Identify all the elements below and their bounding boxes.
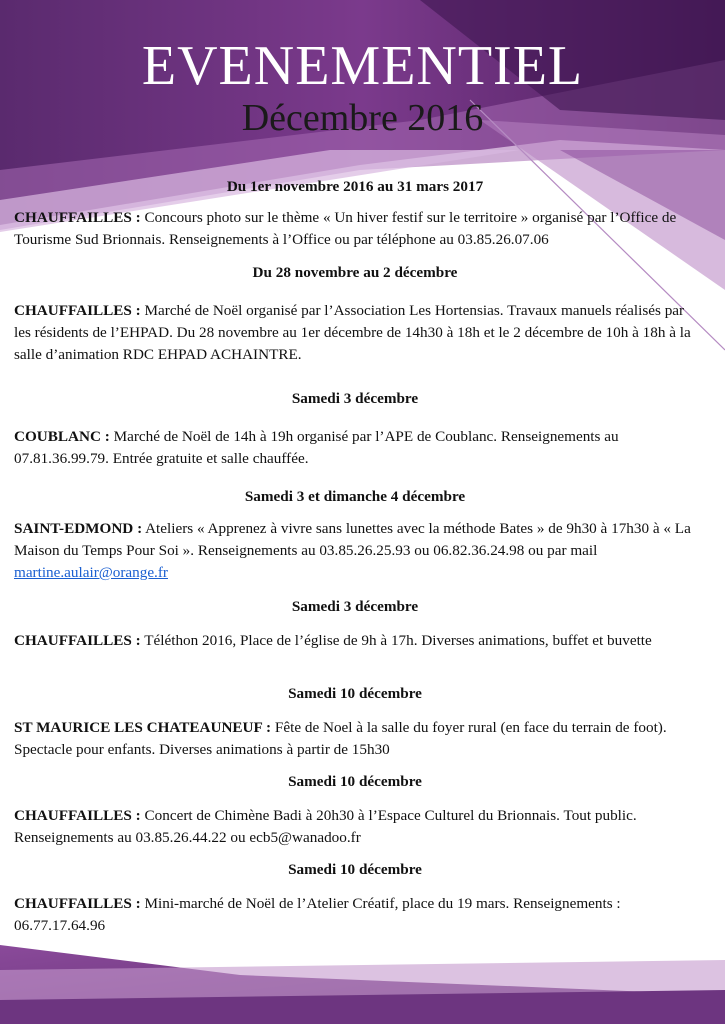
event-town: CHAUFFAILLES : [14, 895, 141, 912]
event-text: Concours photo sur le thème « Un hiver festif sur le territoire » organisé par l’Office de Tourisme Sud Brionnais. Renseignements à l’Office ou par téléphone au 03.85.26.07.06 [14, 209, 677, 248]
event-description [14, 630, 696, 652]
event-block [14, 859, 696, 937]
event-description [14, 426, 696, 470]
event-description [14, 207, 696, 251]
event-town: CHAUFFAILLES : [14, 632, 141, 649]
email-link[interactable]: martine.aulair@orange.fr [14, 564, 168, 581]
event-text: Fête de Noel à la salle du foyer rural (en face du terrain de foot). Spectacle pour enfants. Diverses animations à partir de 15h30 [14, 719, 667, 758]
event-date: Samedi 10 décembre [288, 773, 422, 790]
event-date: Samedi 10 décembre [288, 685, 422, 702]
event-text: Marché de Noël organisé par l’Association Les Hortensias. Travaux manuels réalisés par les résidents de l’EHPAD. Du 28 novembre au 1er décembre de 14h30 à 18h et le 2 décembre de 10h à 18h à la salle d’animation RDC EHPAD ACHAINTRE. [14, 302, 691, 363]
event-date: Samedi 3 décembre [291, 390, 419, 407]
event-town: CHAUFFAILLES : [14, 209, 141, 226]
event-description [14, 717, 696, 761]
event-town: ST MAURICE LES CHATEAUNEUF : [14, 719, 272, 736]
event-date: Samedi 3 et dimanche 4 décembre [244, 488, 466, 505]
event-text: Ateliers « Apprenez à vivre sans lunettes avec la méthode Bates » de 9h30 à 17h30 à « La Maison du Temps Pour Soi ». Renseignements au 03.85.26.25.93 ou 06.82.36.24.98 ou par mail [14, 520, 691, 559]
event-date: Du 28 novembre au 2 décembre [252, 264, 458, 281]
event-description [14, 518, 696, 584]
event-town: COUBLANC : [14, 428, 110, 445]
event-text: Téléthon 2016, Place de l’église de 9h à 17h. Diverses animations, buffet et buvette [140, 632, 652, 649]
event-town: CHAUFFAILLES : [14, 807, 141, 824]
event-town: SAINT-EDMOND : [14, 520, 143, 537]
event-block [14, 486, 696, 584]
event-date: Samedi 3 décembre [291, 598, 419, 615]
event-block [14, 262, 696, 366]
event-block [14, 771, 696, 849]
event-description [14, 805, 696, 849]
event-block [14, 176, 696, 251]
event-description [14, 893, 696, 937]
event-description [14, 300, 696, 366]
event-text: Marché de Noël de 14h à 19h organisé par l’APE de Coublanc. Renseignements au 07.81.36.99.79. Entrée gratuite et salle chauffée. [14, 428, 619, 467]
event-block [14, 388, 696, 470]
page-title: EVENEMENTIEL [141, 35, 584, 97]
event-date: Du 1er novembre 2016 au 31 mars 2017 [226, 178, 484, 195]
event-block [14, 596, 696, 652]
page-subtitle: Décembre 2016 [241, 97, 484, 139]
event-town: CHAUFFAILLES : [14, 302, 141, 319]
event-block [14, 683, 696, 761]
event-text: Concert de Chimène Badi à 20h30 à l’Espace Culturel du Brionnais. Tout public. Renseignements au 03.85.26.44.22 ou ecb5@wanadoo.fr [14, 807, 637, 846]
event-date: Samedi 10 décembre [288, 861, 422, 878]
event-text: Mini-marché de Noël de l’Atelier Créatif, place du 19 mars. Renseignements : 06.77.17.64.96 [14, 895, 621, 934]
